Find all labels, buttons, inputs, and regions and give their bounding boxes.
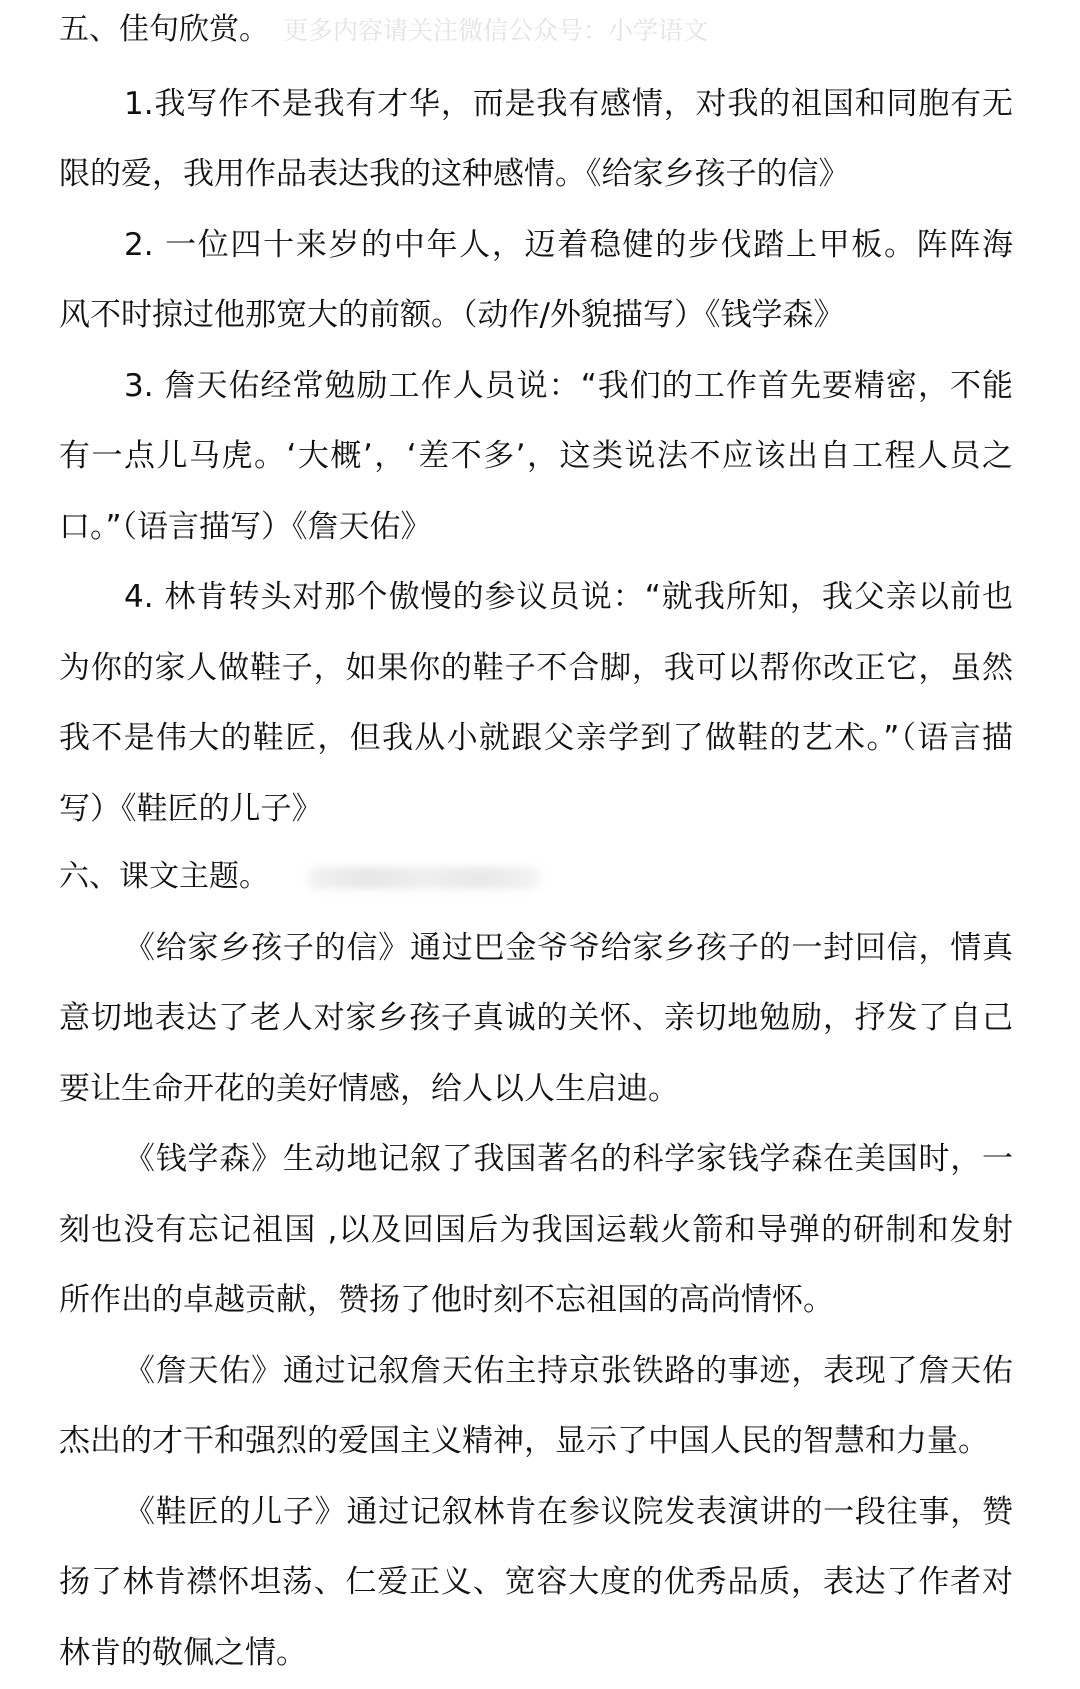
section-heading-5 <box>59 0 1013 69</box>
quote-line: 限的爱，我用作品表达我的这种感情。《给家乡孩子的信》 <box>59 156 850 193</box>
quote-item-1 <box>59 69 1013 210</box>
document <box>59 0 1013 1688</box>
paragraph-line: 《给家乡孩子的信》通过巴金爷爷给家乡孩子的一封回信，情真 <box>124 929 1013 966</box>
paragraph-line: 林肯的敬佩之情。 <box>59 1634 307 1671</box>
quote-line: 口。”（语言描写）《詹天佑》 <box>59 508 432 545</box>
quote-item-3 <box>59 351 1013 563</box>
quote-line: 4. 林肯转头对那个傲慢的参议员说：“就我所知，我父亲以前也 <box>124 579 1013 616</box>
paragraph-line: 《詹天佑》通过记叙詹天佑主持京张铁路的事迹，表现了詹天佑 <box>124 1352 1013 1389</box>
quote-line: 2. 一位四十来岁的中年人，迈着稳健的步伐踏上甲板。阵阵海 <box>124 226 1013 263</box>
quote-line: 为你的家人做鞋子，如果你的鞋子不合脚，我可以帮你改正它，虽然 <box>59 649 1013 686</box>
paragraph-line: 《钱学森》生动地记叙了我国著名的科学家钱学森在美国时，一 <box>124 1141 1013 1178</box>
paragraph-line: 要让生命开花的美好情感，给人以人生启迪。 <box>59 1070 679 1107</box>
quote-line: 有一点儿马虎。‘大概’，‘差不多’，这类说法不应该出自工程人员之 <box>59 438 1013 475</box>
quote-line: 1.我写作不是我有才华，而是我有感情，对我的祖国和同胞有无 <box>124 85 1013 122</box>
section-heading-6 <box>59 844 1013 913</box>
paragraph-line: 《鞋匠的儿子》通过记叙林肯在参议院发表演讲的一段往事，赞 <box>124 1493 1013 1530</box>
paragraph-line: 意切地表达了老人对家乡孩子真诚的关怀、亲切地勉励，抒发了自己 <box>59 1000 1013 1037</box>
section-title: 六、课文主题。 <box>59 859 269 895</box>
quote-item-2 <box>59 210 1013 351</box>
quote-line: 我不是伟大的鞋匠，但我从小就跟父亲学到了做鞋的艺术。”（语言描 <box>59 720 1013 757</box>
quote-item-4 <box>59 562 1013 844</box>
paragraph-line: 杰出的才干和强烈的爱国主义精神，显示了中国人民的智慧和力量。 <box>59 1423 989 1460</box>
paragraph-line: 刻也没有忘记祖国 ,以及回国后为我国运载火箭和导弹的研制和发射 <box>59 1211 1013 1248</box>
paragraph-line: 扬了林肯襟怀坦荡、仁爱正义、宽容大度的优秀品质，表达了作者对 <box>59 1564 1013 1601</box>
section-title: 五、佳句欣赏。 <box>59 12 269 47</box>
quote-line: 风不时掠过他那宽大的前额。（动作/外貌描写）《钱学森》 <box>59 297 845 334</box>
theme-paragraph-4 <box>59 1477 1013 1689</box>
paragraph-line: 所作出的卓越贡献，赞扬了他时刻不忘祖国的高尚情怀。 <box>59 1282 834 1319</box>
watermark-text: 更多内容请关注微信公众号：小学语文 <box>283 16 709 45</box>
theme-paragraph-2 <box>59 1124 1013 1336</box>
theme-paragraph-3 <box>59 1336 1013 1477</box>
quote-line: 写）《鞋匠的儿子》 <box>59 790 323 827</box>
blurred-watermark <box>308 867 540 889</box>
quote-line: 3. 詹天佑经常勉励工作人员说：“我们的工作首先要精密，不能 <box>124 367 1013 404</box>
theme-paragraph-1 <box>59 913 1013 1125</box>
